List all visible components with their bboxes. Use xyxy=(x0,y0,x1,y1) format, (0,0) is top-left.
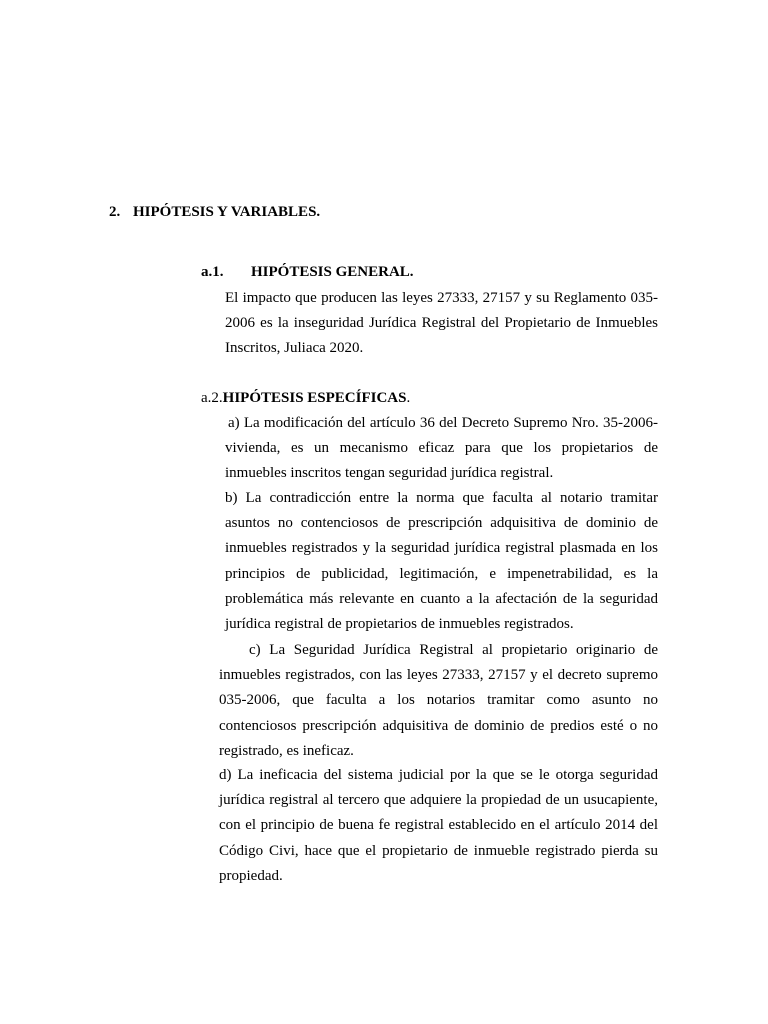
specific-hypotheses-heading xyxy=(201,390,410,407)
specific-hypotheses-label: a.2. xyxy=(201,390,223,406)
section-number: 2. xyxy=(109,204,121,220)
general-hypothesis-title: HIPÓTESIS GENERAL. xyxy=(251,264,414,280)
specific-hypotheses-title: HIPÓTESIS ESPECÍFICAS xyxy=(222,390,407,406)
general-hypothesis-text: El impacto que producen las leyes 27333, 27157 y su Reglamento 035-2006 es la inseguridad Jurídica Registral del Propietario de Inmuebles Inscritos, Juliaca 2020. xyxy=(225,290,658,357)
specific-hypotheses-title-suffix: . xyxy=(406,390,411,406)
specific-hypothesis-b: b) La contradicción entre la norma que faculta al notario tramitar asuntos no contenciosos de prescripción adquisitiva de dominio de inmuebles registrados y la seguridad jurídica registral plasmada en los principios de publicidad, legitimación, e impenetrabilidad, es la problemática más relevante en cuanto a la afectación de la seguridad jurídica registral de propietarios de inmuebles registrados. xyxy=(225,490,658,633)
specific-hypothesis-c: c) La Seguridad Jurídica Registral al propietario originario de inmuebles registrados, con las leyes 27333, 27157 y el decreto supremo 035-2006, que faculta a los notarios tramitar como asunto no contenciosos prescripción adquisitiva de dominio de predios esté o no registrado, es ineficaz. xyxy=(219,642,658,759)
section-title: HIPÓTESIS Y VARIABLES. xyxy=(133,204,321,220)
specific-hypothesis-d: d) La ineficacia del sistema judicial por la que se le otorga seguridad jurídica registral al tercero que adquiere la propiedad de un usucapiente, con el principio de buena fe registral establecido en el artículo 2014 del Código Civi, hace que el propietario de inmueble registrado pierda su propiedad. xyxy=(219,767,658,884)
general-hypothesis-label: a.1. xyxy=(201,264,224,280)
general-hypothesis-heading xyxy=(201,264,414,281)
section-heading xyxy=(109,204,320,221)
specific-hypothesis-a: a) La modificación del artículo 36 del Decreto Supremo Nro. 35-2006-vivienda, es un mecanismo eficaz para que los propietarios de inmuebles inscritos tengan seguridad jurídica registral. xyxy=(225,415,658,482)
